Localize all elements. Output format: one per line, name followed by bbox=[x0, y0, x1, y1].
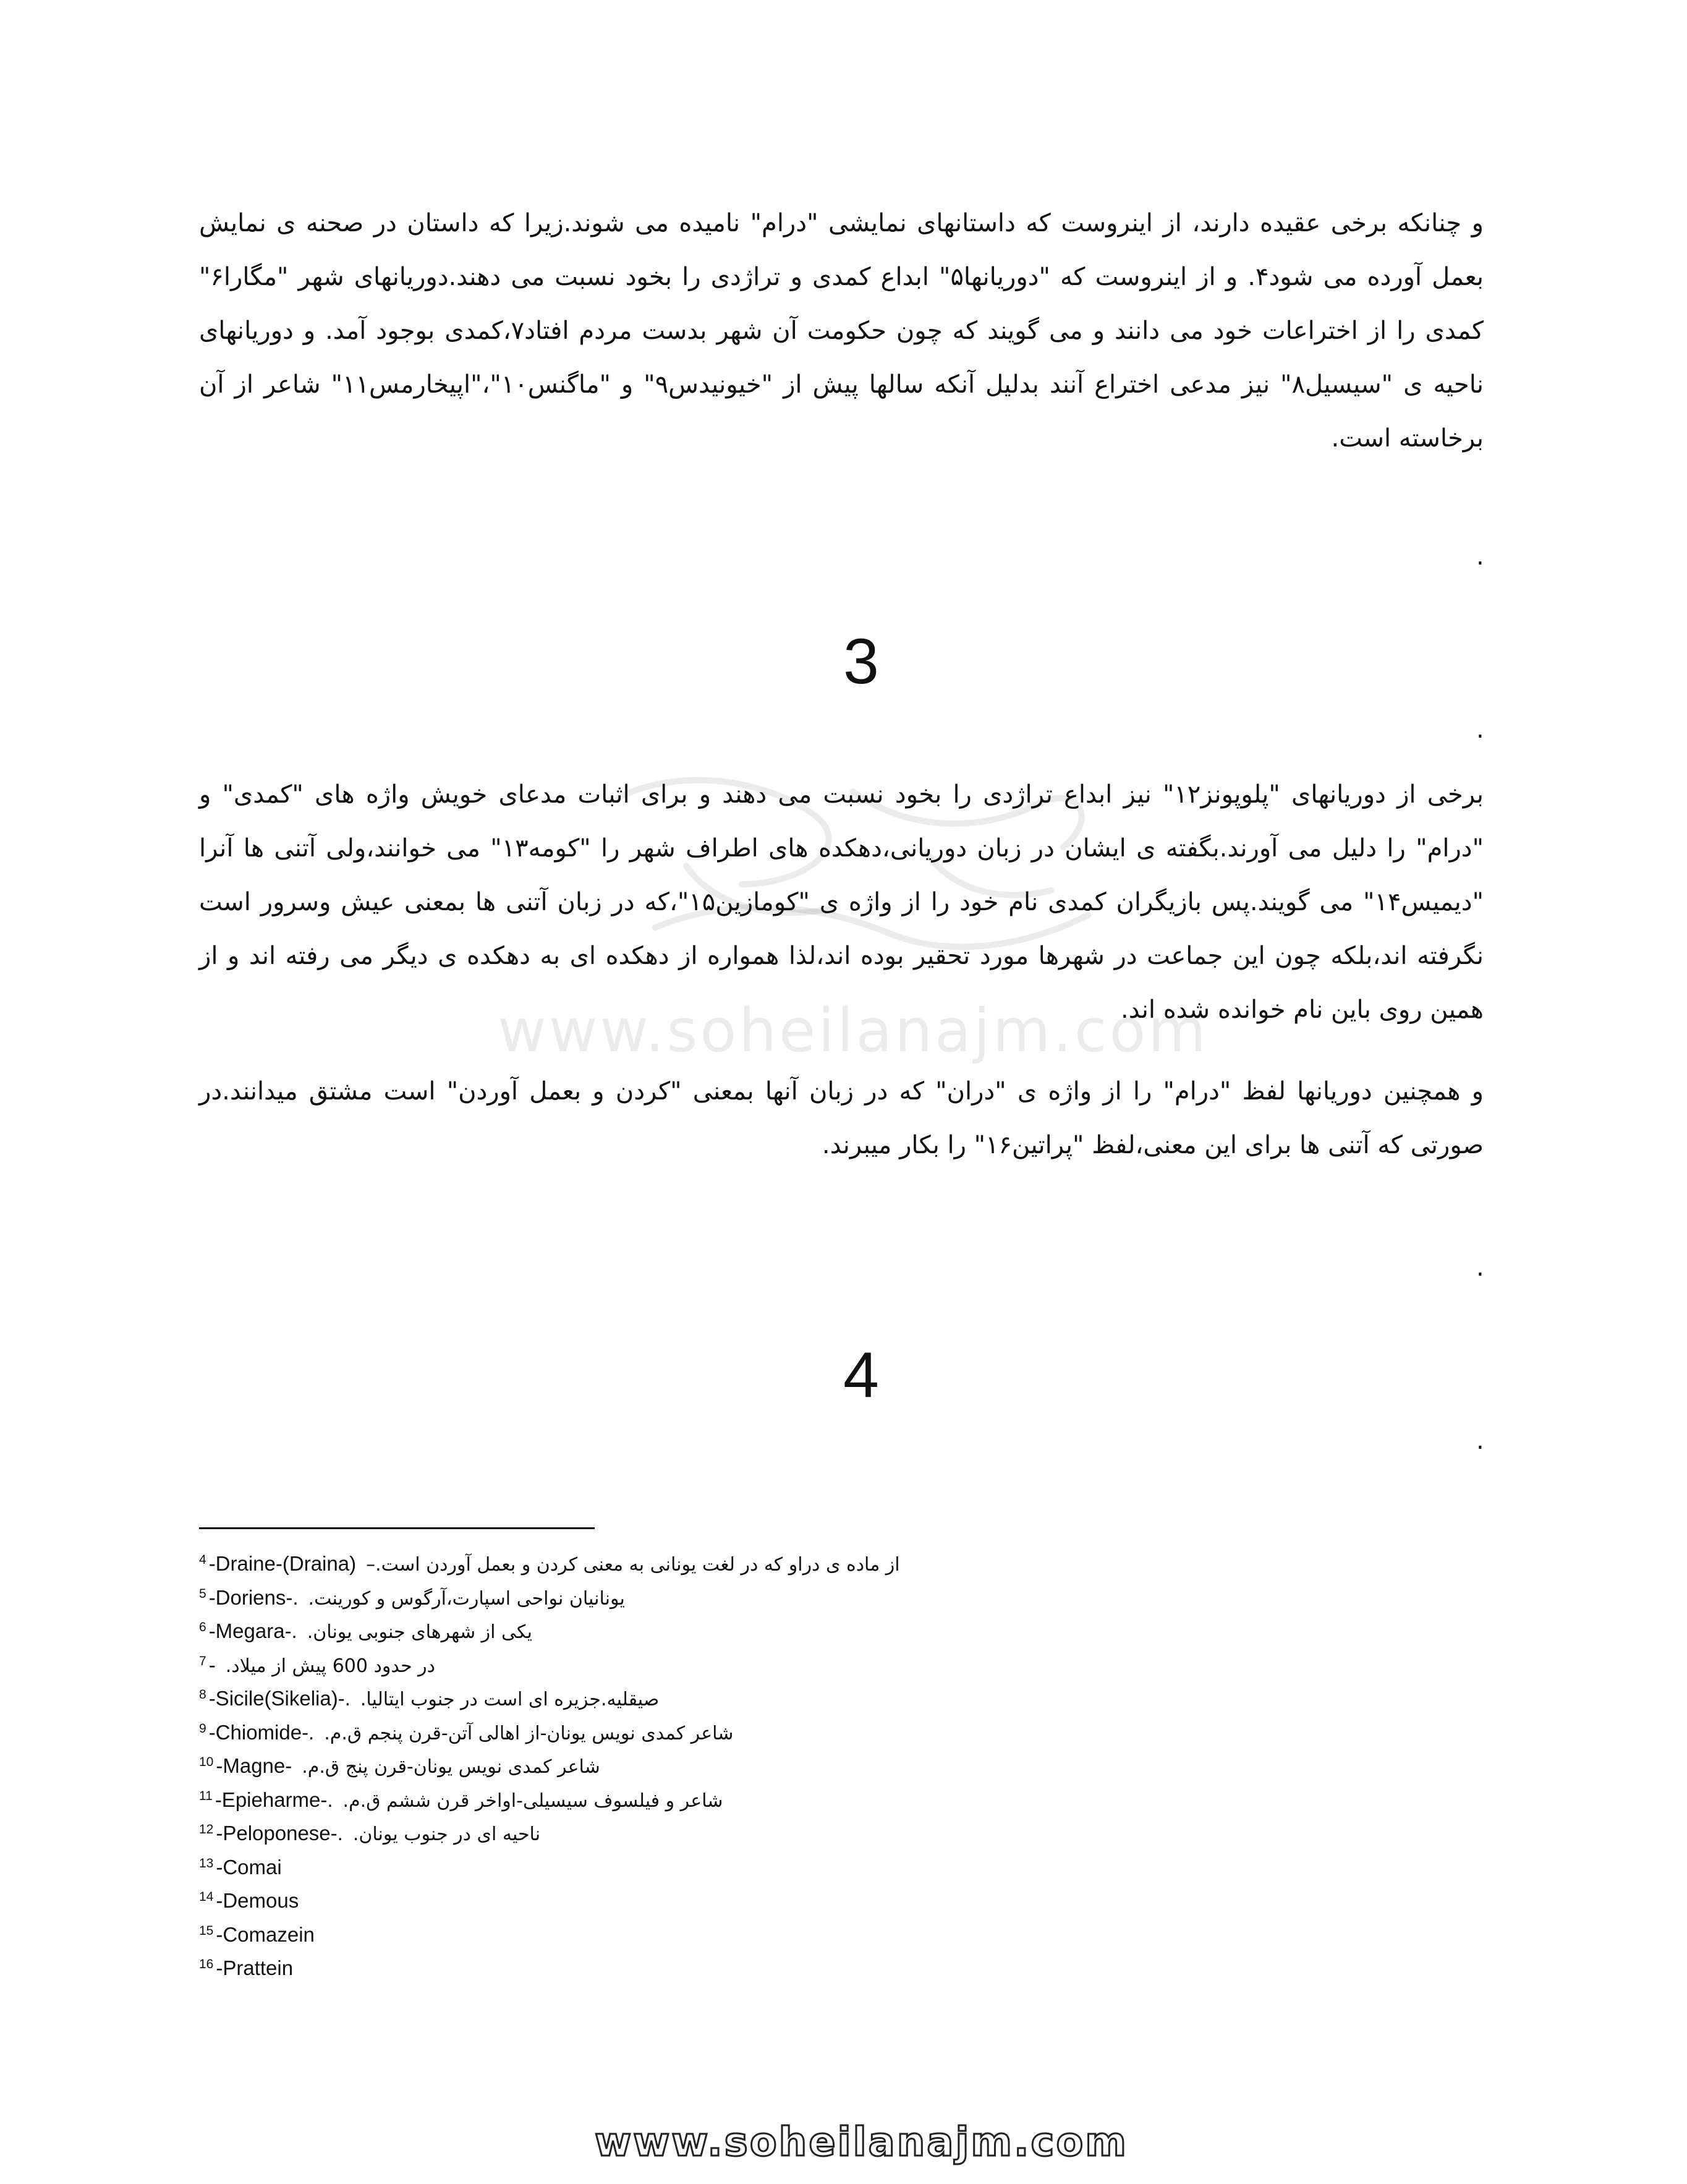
footnote-separator bbox=[199, 1527, 595, 1529]
footnote-8: $^8$ -Sicile(Sikelia)-. صیقلیه.جزیره ای است در جنوب ایتالیا. bbox=[199, 1687, 660, 1710]
page-number-3: 3 bbox=[843, 626, 879, 697]
footnotes bbox=[199, 1543, 1126, 1982]
page-number-4: 4 bbox=[843, 1339, 879, 1411]
footnote-13: $^{13}$ -Comai bbox=[199, 1855, 282, 1879]
watermark-url: www.soheilanajm.com bbox=[498, 996, 1209, 1065]
footnote-4: $^4$ -Draine-(Draina) از ماده ی دراو که در لغت یونانی به معنی کردن و بعمل آوردن است.– bbox=[199, 1552, 900, 1576]
footnote-15: $^{15}$ -Comazein bbox=[199, 1922, 315, 1946]
body-paragraph-1: و چنانکه برخی عقیده دارند، از اینروست که داستانهای نمایشی "درام" نامیده می شوند.زیرا که داستان در صحنه ی نمایش بعمل آورده می شود۴. و از اینروست که "دوریانها۵" ابداع کمدی و تراژدی را بخود نسبت می دهند.دوریانهای شهر "مگارا۶" کمدی را از اختراعات خود می دانند و می گویند که چون حکومت آن شهر بدست مردم افتاد۷،کمدی بوجود آمد. و دوریانهای ناحیه ی "سیسیل۸" نیز مدعی اختراع آنند بدلیل آنکه سالها پیش از "خیونیدس۹" و "ماگنس۱۰"،"اپیخارمس۱۱" شاعر از آن برخاسته است. bbox=[199, 209, 1484, 453]
footer-url: www.soheilanajm.com bbox=[595, 2120, 1128, 2165]
footnote-7: $^7$ - در حدود 600 پیش از میلاد. bbox=[199, 1653, 436, 1677]
separator-dot: . bbox=[1476, 1253, 1484, 1282]
footnote-10: $^{10}$ -Magne- شاعر کمدی نویس یونان-قرن پنج ق.م. bbox=[199, 1754, 600, 1778]
footnote-9: $^9$ -Chiomide-. شاعر کمدی نویس یونان-از اهالی آتن-قرن پنجم ق.م. bbox=[199, 1720, 734, 1744]
separator-dot: . bbox=[1476, 715, 1484, 744]
footnote-5: $^5$ -Doriens-. یونانیان نواحی اسپارت،آرگوس و کورینت. bbox=[199, 1585, 625, 1610]
footnote-6: $^6$ -Megara-. یکی از شهرهای جنوبی یونان. bbox=[199, 1619, 532, 1643]
footnote-11: $^{11}$ -Epieharme-. شاعر و فیلسوف سیسیلی-اواخر قرن ششم ق.م. bbox=[199, 1788, 723, 1812]
body-paragraph-3: و همچنین دوریانها لفظ "درام" را از واژه ی "دران" که در زبان آنها بمعنی "کردن و بعمل آوردن" است مشتق میدانند.در صورتی که آتنی ها برای این معنی،لفظ "پراتین۱۶" را بکار میبرند. bbox=[199, 1077, 1484, 1159]
footnote-14: $^{14}$ -Demous bbox=[199, 1889, 299, 1912]
separator-dot: . bbox=[1476, 542, 1484, 571]
body-paragraph-2: برخی از دوریانهای "پلوپونز۱۲" نیز ابداع تراژدی را بخود نسبت می دهند و برای اثبات مدعای خویش واژه های "کمدی" و "درام" را دلیل می آورند.بگفته ی ایشان در زبان دوریانی،دهکده های اطراف شهر را "کومه۱۳" می خوانند،ولی آتنی ها آنرا "دیمیس۱۴" می گویند.پس بازیگران کمدی نام خود را از واژه ی "کومازین۱۵"،که در زبان آتنی ها بمعنی عیش وسرور است نگرفته اند،بلکه چون این جماعت در شهرها مورد تحقیر بوده اند،لذا همواره از دهکده ای به دهکده ی دیگر می رفته اند و از همین روی باین نام خوانده شده اند. bbox=[199, 780, 1484, 1024]
footnote-16: $^{16}$ -Prattein bbox=[199, 1956, 294, 1979]
separator-dot: . bbox=[1476, 1427, 1484, 1455]
footnote-12: $^{12}$ -Peloponese-. ناحیه ای در جنوب یونان. bbox=[199, 1822, 541, 1845]
